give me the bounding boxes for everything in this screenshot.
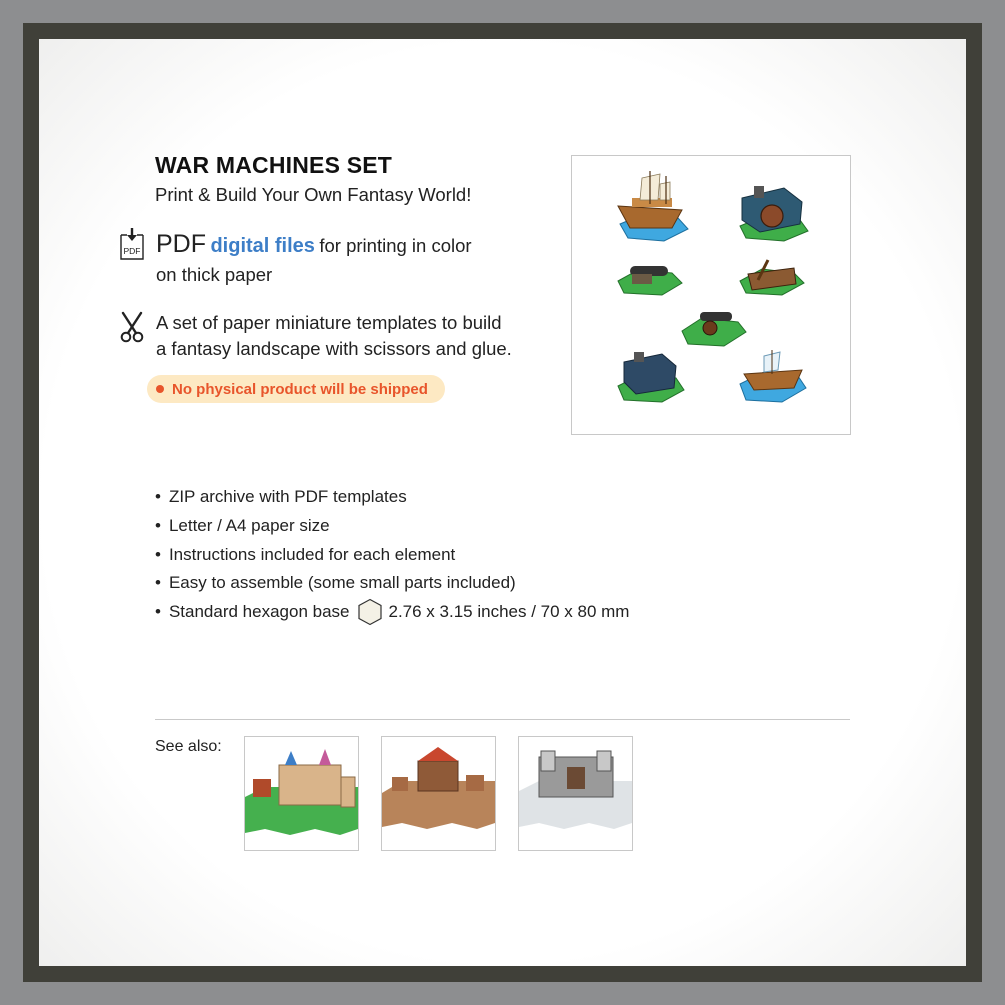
hex-feature-size: 2.76 x 3.15 inches / 70 x 80 mm (388, 602, 630, 622)
shipping-notice-badge (147, 375, 445, 403)
catapult-miniature (740, 260, 804, 295)
pdf-label: PDF (156, 230, 206, 258)
digital-files-label: digital files (210, 235, 315, 257)
small-cannon-miniature (682, 312, 746, 346)
paper-note: on thick paper (156, 264, 273, 285)
list-item-hexagon: • Standard hexagon base 2.76 x 3.15 inches / 70 x 80 mm (155, 598, 629, 627)
product-subtitle: Print & Build Your Own Fantasy World! (155, 184, 472, 205)
description-line-2: a fantasy landscape with scissors and glue. (156, 338, 512, 359)
description-line-1: A set of paper miniature templates to build (156, 312, 502, 333)
pdf-icon-label: PDF (123, 246, 141, 256)
desert-town-thumbnail[interactable] (381, 736, 496, 851)
list-item: • Letter / A4 paper size (155, 516, 330, 536)
longboat-miniature (740, 350, 806, 402)
notice-dot-icon (156, 385, 164, 393)
product-title: WAR MACHINES SET (155, 152, 393, 178)
features-list (155, 483, 629, 626)
section-divider (155, 719, 850, 720)
hexagon-icon (357, 598, 383, 626)
list-item: • ZIP archive with PDF templates (155, 487, 407, 507)
miniatures-preview (571, 155, 851, 435)
cannon-miniature (618, 266, 682, 295)
see-also-label: See also: (155, 738, 222, 755)
hex-feature-prefix: Standard hexagon base (168, 602, 350, 622)
shipping-notice-text: No physical product will be shipped (172, 380, 428, 398)
format-line (156, 230, 472, 259)
list-item: • Easy to assemble (some small parts included) (155, 573, 516, 593)
list-item: • Instructions included for each element (155, 544, 456, 564)
winter-fortress-thumbnail[interactable] (518, 736, 633, 851)
castle-set-thumbnail[interactable] (244, 736, 359, 851)
printing-label: for printing in color (319, 235, 472, 256)
sailing-ship-miniature (618, 171, 688, 241)
pdf-download-icon (118, 227, 146, 261)
siege-tank-miniature (618, 352, 684, 402)
armored-wagon-miniature (740, 186, 808, 241)
scissors-icon (118, 311, 146, 343)
